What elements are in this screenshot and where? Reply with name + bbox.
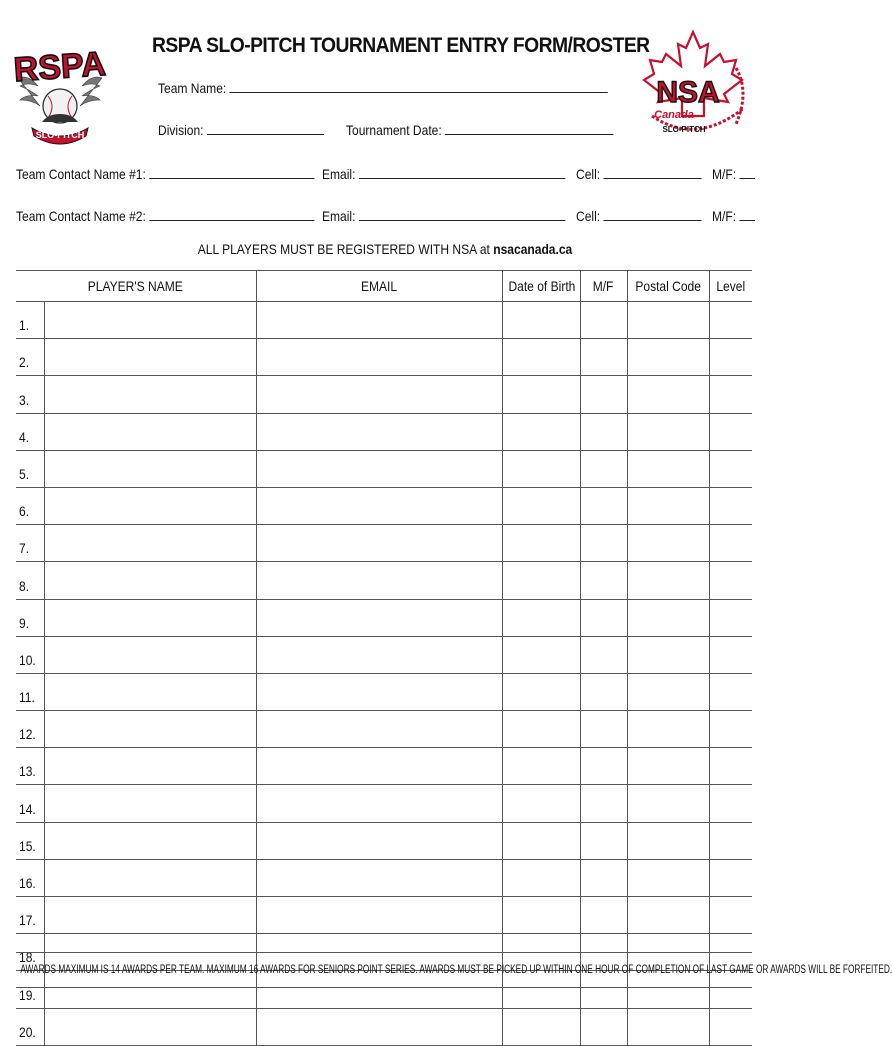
row-number: 7. [16, 525, 44, 562]
contact2-cell-input-line[interactable] [604, 219, 702, 221]
contact1-name-input-line[interactable] [149, 177, 314, 179]
nsa-logo-text: NSA [656, 76, 720, 109]
email-cell[interactable] [256, 339, 502, 376]
contact1-email-label: Email: [322, 166, 356, 182]
table-row [16, 748, 752, 785]
contact1-cell-label: Cell: [576, 166, 601, 182]
dob-cell[interactable] [502, 785, 580, 822]
table-row [16, 525, 752, 562]
contact2-name-label: Team Contact Name #2: [16, 208, 146, 224]
player-name-cell[interactable] [44, 1008, 256, 1045]
tournament-date-label: Tournament Date: [346, 122, 442, 138]
dob-cell[interactable] [502, 413, 580, 450]
level-cell[interactable] [709, 785, 752, 822]
contact2-cell-label: Cell: [576, 208, 601, 224]
dob-cell[interactable] [502, 822, 580, 859]
dob-cell[interactable] [502, 897, 580, 934]
row-number: 18. [16, 934, 44, 971]
player-name-cell[interactable] [44, 487, 256, 524]
table-row [16, 599, 752, 636]
registration-notice [54, 241, 716, 257]
mf-cell[interactable] [580, 339, 627, 376]
col-header-mf: M/F [580, 271, 627, 302]
contact2-email-label: Email: [322, 208, 356, 224]
awards-footer-text: AWARDS MAXIMUM IS 14 AWARDS PER TEAM. MAXIMUM 16 AWARDS FOR SENIORS POINT SERIES. AWARDS MUST BE PICKED UP WITHIN ONE HOUR OF COMPLETION OF LAST GAME OR AWARDS WILL BE FORFEITED. [20, 964, 892, 976]
player-name-cell[interactable] [44, 859, 256, 896]
dob-cell[interactable] [502, 636, 580, 673]
table-row [16, 636, 752, 673]
mf-cell[interactable] [580, 897, 627, 934]
mf-cell[interactable] [580, 599, 627, 636]
player-name-cell[interactable] [44, 599, 256, 636]
postal-code-cell[interactable] [627, 487, 709, 524]
level-cell[interactable] [709, 897, 752, 934]
postal-code-cell[interactable] [627, 636, 709, 673]
row-number: 13. [16, 748, 44, 785]
contact1-email-field[interactable] [322, 166, 565, 182]
row-number: 11. [16, 673, 44, 710]
contact1-mf-input-line[interactable] [740, 177, 755, 179]
row-number: 2. [16, 339, 44, 376]
player-name-cell[interactable] [44, 525, 256, 562]
table-row [16, 339, 752, 376]
nsa-logo-sub2: SLO-PITCH [662, 125, 706, 134]
email-cell[interactable] [256, 413, 502, 450]
email-cell[interactable] [256, 785, 502, 822]
postal-code-cell[interactable] [627, 302, 709, 339]
level-cell[interactable] [709, 1008, 752, 1045]
player-name-cell[interactable] [44, 413, 256, 450]
contact2-mf-input-line[interactable] [740, 219, 755, 221]
level-cell[interactable] [709, 636, 752, 673]
row-number: 6. [16, 487, 44, 524]
rspa-logo [14, 30, 106, 148]
table-row [16, 897, 752, 934]
email-cell[interactable] [256, 562, 502, 599]
email-cell[interactable] [256, 1008, 502, 1045]
mf-cell[interactable] [580, 487, 627, 524]
level-cell[interactable] [709, 339, 752, 376]
player-name-cell[interactable] [44, 562, 256, 599]
contact2-mf-label: M/F: [712, 208, 737, 224]
dob-cell[interactable] [502, 673, 580, 710]
postal-code-cell[interactable] [627, 1008, 709, 1045]
postal-code-cell[interactable] [627, 562, 709, 599]
postal-code-cell[interactable] [627, 822, 709, 859]
roster-header-row [16, 271, 752, 302]
mf-cell[interactable] [580, 859, 627, 896]
dob-cell[interactable] [502, 562, 580, 599]
contact1-cell-input-line[interactable] [604, 177, 702, 179]
email-cell[interactable] [256, 302, 502, 339]
player-name-cell[interactable] [44, 711, 256, 748]
table-row [16, 1008, 752, 1045]
level-cell[interactable] [709, 748, 752, 785]
mf-cell[interactable] [580, 822, 627, 859]
player-name-cell[interactable] [44, 450, 256, 487]
col-header-postal-code: Postal Code [627, 271, 709, 302]
row-number: 19. [16, 971, 44, 1008]
table-row [16, 673, 752, 710]
col-header-email: EMAIL [256, 271, 502, 302]
mf-cell[interactable] [580, 673, 627, 710]
contact1-mf-field[interactable] [712, 166, 755, 182]
postal-code-cell[interactable] [627, 711, 709, 748]
email-cell[interactable] [256, 897, 502, 934]
level-cell[interactable] [709, 711, 752, 748]
postal-code-cell[interactable] [627, 413, 709, 450]
table-row [16, 785, 752, 822]
dob-cell[interactable] [502, 302, 580, 339]
dob-cell[interactable] [502, 599, 580, 636]
row-number: 12. [16, 711, 44, 748]
division-label: Division: [158, 122, 204, 138]
email-cell[interactable] [256, 487, 502, 524]
roster-table [16, 270, 752, 1046]
contact1-email-input-line[interactable] [359, 177, 565, 179]
email-cell[interactable] [256, 711, 502, 748]
dob-cell[interactable] [502, 748, 580, 785]
contact2-email-field[interactable] [322, 208, 565, 224]
row-number: 14. [16, 785, 44, 822]
contact2-mf-field[interactable] [712, 208, 755, 224]
dob-cell[interactable] [502, 487, 580, 524]
dob-cell[interactable] [502, 1008, 580, 1045]
player-name-cell[interactable] [44, 339, 256, 376]
team-name-input-line[interactable] [230, 91, 608, 93]
roster-body [16, 302, 752, 1046]
level-cell[interactable] [709, 302, 752, 339]
row-number: 15. [16, 822, 44, 859]
postal-code-cell[interactable] [627, 376, 709, 413]
division-field[interactable] [158, 122, 324, 138]
row-number: 20. [16, 1008, 44, 1045]
level-cell[interactable] [709, 525, 752, 562]
division-input-line[interactable] [207, 133, 324, 135]
postal-code-cell[interactable] [627, 673, 709, 710]
player-name-cell[interactable] [44, 376, 256, 413]
mf-cell[interactable] [580, 376, 627, 413]
level-cell[interactable] [709, 487, 752, 524]
table-row [16, 376, 752, 413]
postal-code-cell[interactable] [627, 599, 709, 636]
row-number: 1. [16, 302, 44, 339]
awards-footer [16, 952, 892, 988]
table-row [16, 859, 752, 896]
page-title: RSPA SLO-PITCH TOURNAMENT ENTRY FORM/ROSTER [152, 34, 650, 57]
table-row [16, 822, 752, 859]
table-row [16, 487, 752, 524]
email-cell[interactable] [256, 450, 502, 487]
level-cell[interactable] [709, 413, 752, 450]
level-cell[interactable] [709, 822, 752, 859]
mf-cell[interactable] [580, 785, 627, 822]
contact1-cell-field[interactable] [576, 166, 702, 182]
contact2-email-input-line[interactable] [359, 219, 565, 221]
level-cell[interactable] [709, 376, 752, 413]
mf-cell[interactable] [580, 711, 627, 748]
contact2-name-field[interactable] [16, 208, 314, 224]
dob-cell[interactable] [502, 711, 580, 748]
nsa-canada-logo [632, 28, 754, 146]
col-header-dob: Date of Birth [502, 271, 580, 302]
tournament-date-input-line[interactable] [445, 133, 614, 135]
mf-cell[interactable] [580, 525, 627, 562]
dob-cell[interactable] [502, 525, 580, 562]
contact1-mf-label: M/F: [712, 166, 737, 182]
mf-cell[interactable] [580, 302, 627, 339]
row-number: 8. [16, 562, 44, 599]
col-header-player-name: PLAYER'S NAME [16, 271, 256, 302]
email-cell[interactable] [256, 636, 502, 673]
contact1-name-field[interactable] [16, 166, 314, 182]
postal-code-cell[interactable] [627, 859, 709, 896]
tournament-date-field[interactable] [346, 122, 614, 138]
dob-cell[interactable] [502, 859, 580, 896]
mf-cell[interactable] [580, 450, 627, 487]
row-number: 9. [16, 599, 44, 636]
team-name-label: Team Name: [158, 80, 227, 96]
mf-cell[interactable] [580, 413, 627, 450]
email-cell[interactable] [256, 822, 502, 859]
player-name-cell[interactable] [44, 822, 256, 859]
contact1-name-label: Team Contact Name #1: [16, 166, 146, 182]
email-cell[interactable] [256, 525, 502, 562]
level-cell[interactable] [709, 673, 752, 710]
postal-code-cell[interactable] [627, 525, 709, 562]
rspa-logo-ribbon-text: SLO-PITCH [35, 130, 85, 140]
row-number: 10. [16, 636, 44, 673]
nsa-website-link[interactable]: nsacanada.ca [493, 241, 573, 257]
dob-cell[interactable] [502, 339, 580, 376]
postal-code-cell[interactable] [627, 785, 709, 822]
email-cell[interactable] [256, 376, 502, 413]
email-cell[interactable] [256, 859, 502, 896]
table-row [16, 450, 752, 487]
col-header-level: Level [709, 271, 752, 302]
mf-cell[interactable] [580, 748, 627, 785]
email-cell[interactable] [256, 599, 502, 636]
player-name-cell[interactable] [44, 302, 256, 339]
contact2-cell-field[interactable] [576, 208, 702, 224]
row-number: 4. [16, 413, 44, 450]
postal-code-cell[interactable] [627, 450, 709, 487]
postal-code-cell[interactable] [627, 897, 709, 934]
level-cell[interactable] [709, 450, 752, 487]
player-name-cell[interactable] [44, 748, 256, 785]
level-cell[interactable] [709, 599, 752, 636]
level-cell[interactable] [709, 562, 752, 599]
mf-cell[interactable] [580, 562, 627, 599]
mf-cell[interactable] [580, 1008, 627, 1045]
postal-code-cell[interactable] [627, 339, 709, 376]
rspa-logo-text: RSPA [12, 44, 107, 90]
dob-cell[interactable] [502, 376, 580, 413]
email-cell[interactable] [256, 748, 502, 785]
player-name-cell[interactable] [44, 897, 256, 934]
dob-cell[interactable] [502, 450, 580, 487]
contact2-name-input-line[interactable] [149, 219, 314, 221]
player-name-cell[interactable] [44, 785, 256, 822]
player-name-cell[interactable] [44, 673, 256, 710]
mf-cell[interactable] [580, 636, 627, 673]
email-cell[interactable] [256, 673, 502, 710]
row-number: 16. [16, 859, 44, 896]
table-row [16, 413, 752, 450]
table-row [16, 562, 752, 599]
postal-code-cell[interactable] [627, 748, 709, 785]
player-name-cell[interactable] [44, 636, 256, 673]
registration-notice-text: ALL PLAYERS MUST BE REGISTERED WITH NSA at [197, 241, 490, 257]
table-row [16, 711, 752, 748]
team-name-field[interactable] [158, 80, 608, 96]
level-cell[interactable] [709, 859, 752, 896]
row-number: 17. [16, 897, 44, 934]
row-number: 5. [16, 450, 44, 487]
table-row [16, 302, 752, 339]
nsa-logo-sub1: Canada [654, 109, 694, 121]
row-number: 3. [16, 376, 44, 413]
